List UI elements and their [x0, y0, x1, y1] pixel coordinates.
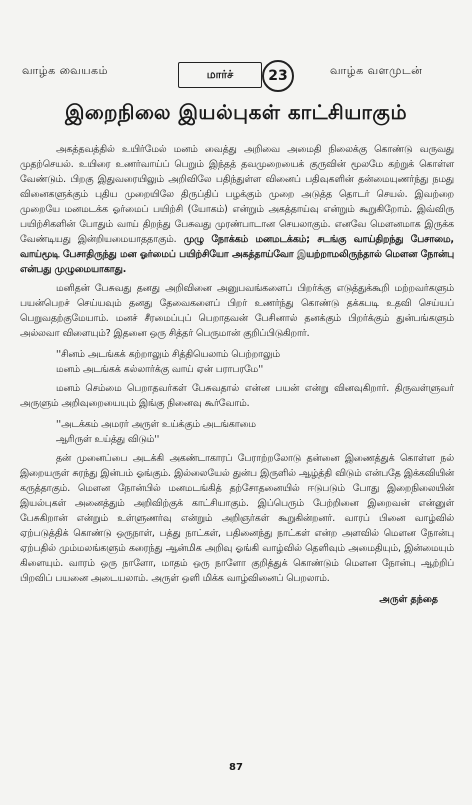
paragraph-1-text: அகத்தவத்தில் உயிர்மேல் மனம் வைத்து அறிவை அமைதி நிலைக்கு கொண்டு வருவது முதற்செயல். உயிரை உணர்வாய்ப் பெறும் இந்தத் தவமுறையைக் குருவின் மூலமே கற்றுக் கொள்ள வேண்டும். பிறகு இதுவரையிலும் அறிவிலே பதிந்துள்ள வினைப் பதிவுகளின் தன்மையுணர்ந்து நமது வினைகளுக்கும் புதிய முறையிலே திருப்திப் பழக்கும் முறை அடுத்த தொடர் செயல். இவற்றை முறையே மனமடக்க ஓர்மைப் பயிற்சி (யோகம்) என்றும் அகத்தாய்வு என்றும் கூறுகிறோம். இவ்விரு பயிற்சிகளின் போதும் வாய் திறந்து பேசுவது முரண்பாடான செயலாகும். எனவே மௌனமாக இருக்க வேண்டியது இன்றியமையாததாகும்.	[20, 144, 454, 245]
quote-kural-line-1: ''அடக்கம் அமரர் அருள் உய்க்கும் அடங்காமை	[56, 419, 256, 430]
article-body	[20, 142, 454, 607]
quote-siddhar-line-2: மனம் அடங்கக் கல்லார்க்கு வாய் ஏன் பராபரமே''	[56, 364, 264, 375]
month-box: மார்ச்	[178, 62, 262, 88]
signature: அருள் தந்தை	[379, 594, 438, 605]
paragraph-3: மனம் செம்மை பெறாதவர்கள் பேசுவதால் என்ன பயன் என்று வினவுகிறார். திருவள்ளுவர் அருளும் அறிவுறையையும் இங்கு நினைவு கூர்வோம்.	[20, 383, 454, 409]
header-right-text: வாழ்க வளமுடன்	[330, 64, 423, 77]
day-circle: 23	[262, 60, 294, 92]
quote-siddhar	[20, 347, 454, 377]
paragraph-1	[20, 142, 454, 277]
quote-kural	[20, 417, 454, 447]
paragraph-1-bold: முழு நோக்கம் மனமடக்கம்; சடங்கு வாய்திறந்து பேசாமை, வாய்மூடி பேசாதிருந்து மன ஓர்மைப் பயிற்சியோ அகத்தாய்வோ இயற்றாமலிருந்தால் மௌன நோன்பு என்பது முழுமையாகாது.	[20, 234, 454, 275]
paragraph-2: மனிதன் பேசுவது தனது அறிவினை அனுபவங்களைப் பிறர்க்கு எடுத்துக்கூறி மற்றவர்களும் பயன்பெறச் செய்யவும் தனது தேவைகளைப் பிறர் உணர்ந்து கொண்டு தக்கபடி உதவி செய்யப் பெறுவதற்குமேயாம். மனச் சீரமைப்புப் பெறாதவன் பேசினால் தனக்கும் பிறர்க்கும் துன்பங்களும் அல்லவா விளையும்? இதனை ஒரு சித்தர் பெருமான் குறிப்பிடுகிறார்.	[20, 283, 454, 339]
paragraph-4: தன் முனைப்பை அடக்கி அகண்டாகாரப் பேராற்றலோடு தன்னை இணைத்துக் கொள்ள நல் இறையருள் சுரந்து இன்பம் ஓங்கும். இல்லையேல் துன்ப இருளில் ஆழ்த்தி விடும் என்பதே இக்கவியின் கருத்தாகும். மௌன நோன்பில் மனமடங்கித் தற்சோதனையில் ஈடுபடும் போது இறைநிலையின் இயல்புகள் அனைத்தும் அறிவிற்குக் காட்சியாகும். இப்பெரும் பேற்றினை இறைவன் என்னுள் பேசுகிறான் என்றும் உள்ளுணர்வு என்றும் அறிஞர்கள் கூறுகின்றனர். வாரப் பினை வாழ்வில் ஏற்படுத்திக் கொண்டு ஒருநாள், பத்து நாட்கள், பதினைந்து நாட்கள் என்ற அளவில் மௌன நோன்பு ஏற்பதில் மும்மலங்களும் கரைந்து ஆன்மிக அறிவு ஓங்கி வாழ்வில் தெளிவும் அமைதியும், இன்மையும் கிளையும். வாரம் ஒரு நாளோ, மாதம் ஒரு நாளோ குறித்துக் கொண்டும் மௌன நோன்பு ஆற்றிப் பிறவிப் பயனை அடையலாம். அருள் ஒளி மிக்க வாழ்வினைப் பெறலாம்.	[20, 453, 454, 584]
page-title: இறைநிலை இயல்புகள் காட்சியாகும்	[64, 100, 408, 124]
header-left-text: வாழ்க வையகம்	[22, 64, 108, 77]
quote-siddhar-line-1: ''சினம் அடங்கக் கற்றாலும் சித்தியெலாம் பெற்றாலும்	[56, 349, 280, 360]
page-header	[0, 60, 472, 94]
page-number: 87	[229, 762, 243, 773]
quote-kural-line-2: ஆரிருள் உய்த்து விடும்''	[56, 434, 160, 445]
